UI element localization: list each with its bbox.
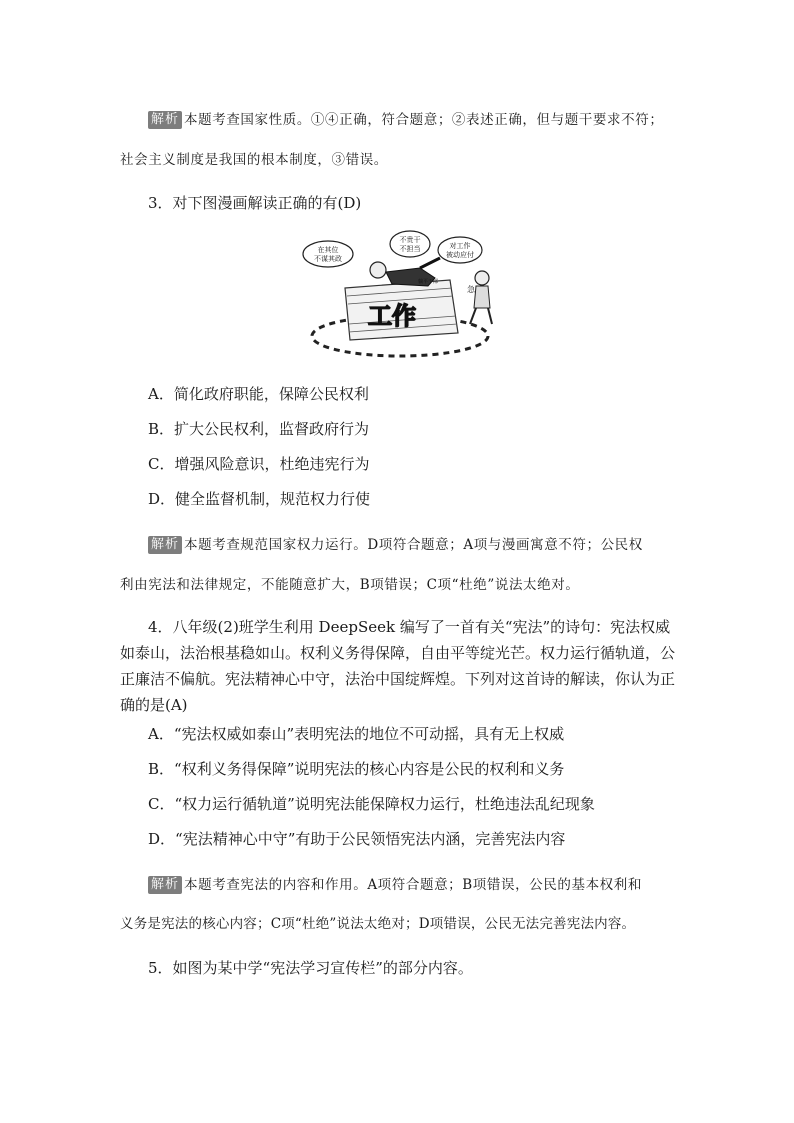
svg-text:对工作: 对工作 [449, 242, 471, 250]
worried-person-icon [470, 271, 492, 324]
q4-option-b: B．“权利义务得保障”说明宪法的核心内容是公民的权利和义务 [148, 760, 565, 778]
analysis-q4-line1 [148, 875, 642, 895]
question-3-stem: 3．对下图漫画解读正确的有(D) [148, 194, 362, 212]
q4-option-d: D．“宪法精神心中守”有助于公民领悟宪法内涵，完善宪法内容 [148, 830, 566, 848]
q4-option-a: A．“宪法权威如泰山”表明宪法的地位不可动摇，具有无上权威 [148, 725, 565, 743]
svg-text:被动应付: 被动应付 [446, 251, 474, 259]
svg-text:不谋其政: 不谋其政 [314, 255, 342, 263]
speech-bubble-1 [303, 241, 353, 267]
svg-text:不贵干: 不贵干 [399, 236, 421, 244]
question-4-stem: 4．八年级(2)班学生利用 DeepSeek 编写了一首有关“宪法”的诗句：宪法权威如泰山，法治根基稳如山。权利义务得保障，自由平等绽光芒。权力运行循轨道，公正廉洁不偏航。宪法精神心中守，法治中国绽辉煌。下列对这首诗的解读，你认为正确的是(A) [120, 618, 676, 714]
q4-option-c: C．“权力运行循轨道”说明宪法能保障权力运行，杜绝违法乱纪现象 [148, 795, 595, 813]
political-cartoon [300, 228, 500, 363]
analysis-q4-line2: 义务是宪法的核心内容；C项“杜绝”说法太绝对；D项错误，公民无法完善宪法内容。 [120, 916, 636, 932]
q3-option-c: C．增强风险意识，杜绝违宪行为 [148, 455, 370, 473]
analysis-badge: 解析 [148, 111, 182, 129]
analysis-q4-text1: 本题考查宪法的内容和作用。A项符合题意；B项错误，公民的基本权利和 [184, 877, 642, 893]
analysis-q3-line1 [148, 535, 643, 555]
q3-option-d: D．健全监督机制，规范权力行使 [148, 490, 371, 508]
speech-bubble-3 [438, 237, 482, 263]
person-label: 躺平干部 [418, 279, 439, 285]
question-5-stem: 5．如图为某中学“宪法学习宣传栏”的部分内容。 [148, 959, 473, 977]
analysis-badge: 解析 [148, 536, 182, 554]
analysis-q3-line2: 利由宪法和法律规定，不能随意扩大，B项错误；C项“杜绝”说法太绝对。 [120, 577, 580, 593]
speech-bubble-2 [390, 231, 430, 257]
q3-option-b: B．扩大公民权利，监督政府行为 [148, 420, 370, 438]
svg-text:在其位: 在其位 [317, 246, 339, 254]
svg-text:不担当: 不担当 [399, 245, 421, 253]
exclaim-label: 急 [467, 285, 475, 294]
analysis-q2-line1 [148, 110, 663, 130]
analysis-q2-text1: 本题考查国家性质。①④正确，符合题意；②表述正确，但与题干要求不符； [184, 112, 664, 128]
analysis-q2-line2: 社会主义制度是我国的根本制度，③错误。 [120, 152, 388, 168]
analysis-badge: 解析 [148, 876, 182, 894]
stack-label: 工作 [368, 302, 416, 330]
q3-option-a: A．简化政府职能，保障公民权利 [148, 385, 369, 403]
analysis-q3-text1: 本题考查规范国家权力运行。D项符合题意；A项与漫画寓意不符；公民权 [184, 537, 643, 553]
